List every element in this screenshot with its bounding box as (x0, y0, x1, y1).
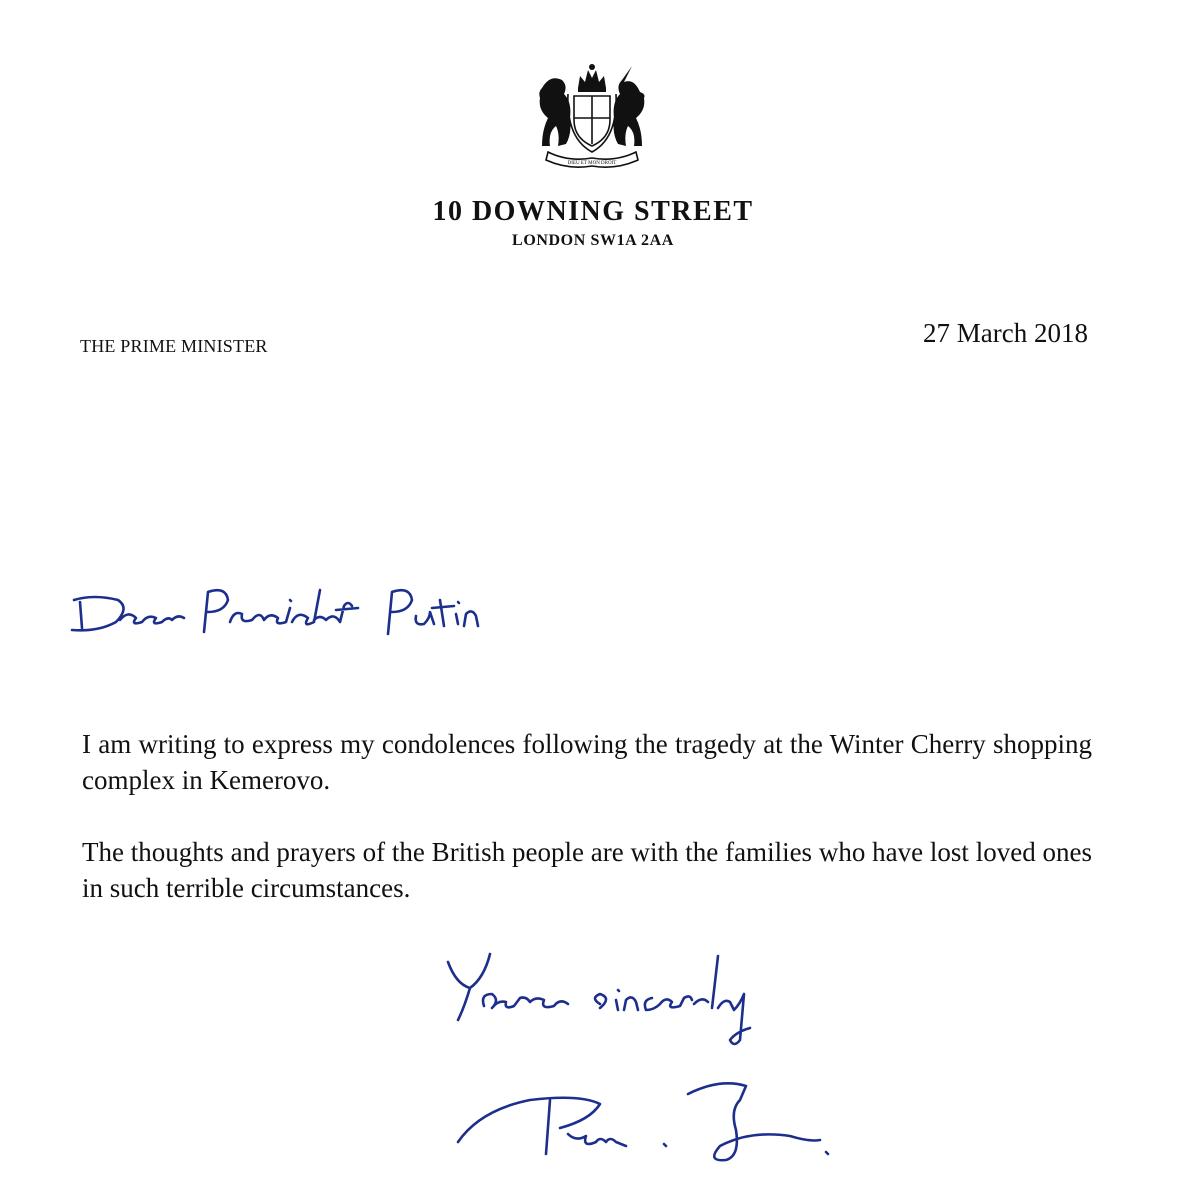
royal-coat-of-arms-icon (528, 58, 656, 172)
body-paragraph-2: The thoughts and prayers of the British people are with the families who have lost loved ones in such terrible circumstances. (82, 837, 1092, 903)
sender-title: THE PRIME MINISTER (80, 336, 268, 356)
closing-handwriting (440, 948, 780, 1058)
letter-date: 27 March 2018 (923, 318, 1088, 348)
letterhead-address-city: LONDON SW1A 2AA (512, 232, 674, 249)
handwritten-signature-icon (450, 1070, 840, 1170)
crest-motto: DIEU ET MON DROIT (567, 161, 617, 166)
salutation-handwriting (58, 570, 528, 650)
body-paragraph-1: I am writing to express my condolences following the tragedy at the Winter Cherry shopping complex in Kemerovo. (82, 729, 1092, 795)
letterhead-address-street: 10 DOWNING STREET (432, 196, 754, 227)
